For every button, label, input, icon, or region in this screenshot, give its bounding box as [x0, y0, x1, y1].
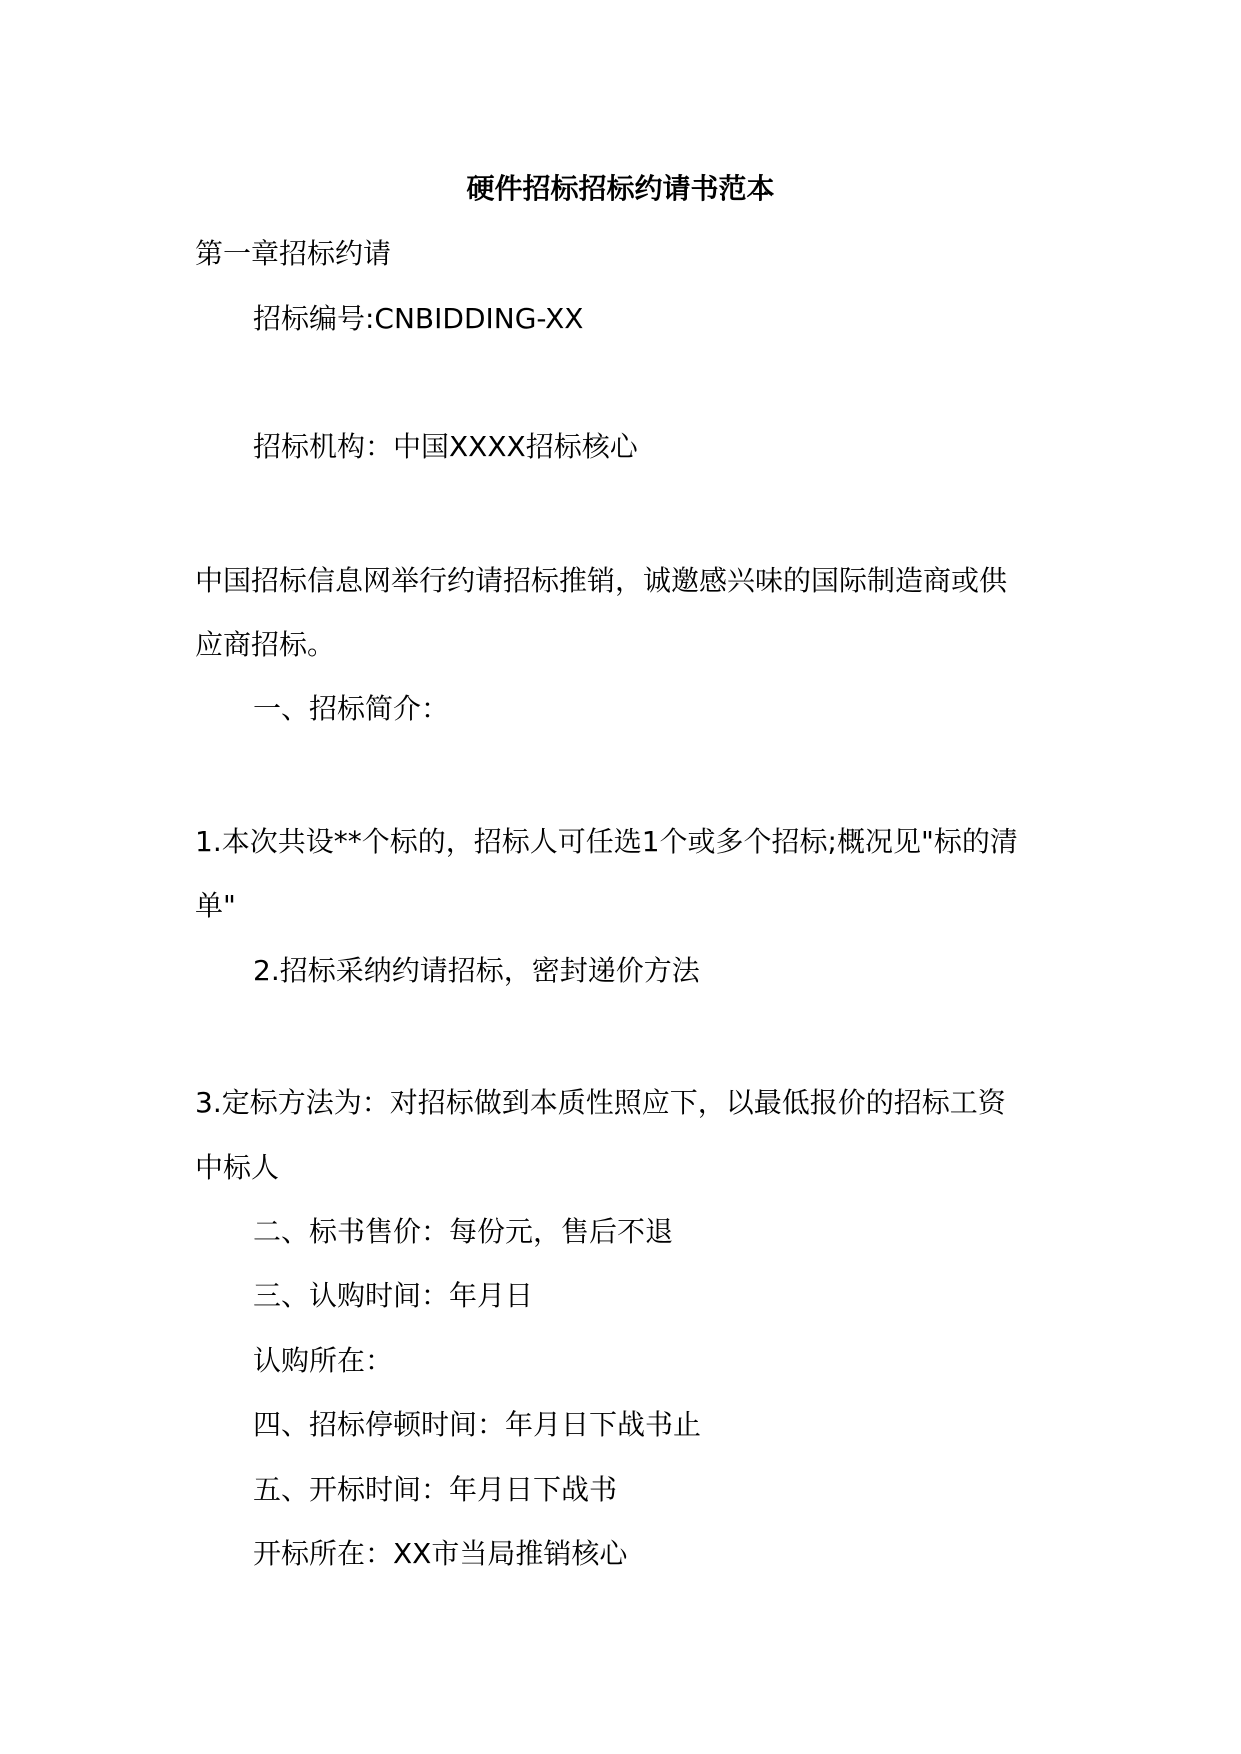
intro-paragraph-line-2: 应商招标。 — [195, 628, 336, 661]
item-3-line-1: 3.定标方法为：对招标做到本质性照应下，以最低报价的招标工资 — [195, 1086, 1006, 1119]
section-1-heading: 一、招标简介： — [253, 692, 450, 725]
bid-number: 招标编号:CNBIDDING-XX — [253, 302, 584, 335]
item-1-line-1: 1.本次共设**个标的，招标人可任选1个或多个招标;概况见"标的清 — [195, 825, 1018, 858]
purchase-location: 认购所在： — [253, 1344, 394, 1377]
opening-location: 开标所在：XX市当局推销核心 — [253, 1537, 628, 1570]
chapter-heading: 第一章招标约请 — [195, 237, 392, 270]
item-3-line-2: 中标人 — [195, 1151, 280, 1184]
bid-agency: 招标机构：中国XXXX招标核心 — [253, 430, 638, 463]
section-2: 二、标书售价：每份元，售后不退 — [253, 1215, 674, 1248]
intro-paragraph-line-1: 中国招标信息网举行约请招标推销，诚邀感兴味的国际制造商或供 — [195, 564, 1008, 597]
item-2: 2.招标采纳约请招标，密封递价方法 — [253, 954, 700, 987]
section-4: 四、招标停顿时间：年月日下战书止 — [253, 1408, 702, 1441]
section-3: 三、认购时间：年月日 — [253, 1279, 534, 1312]
section-5: 五、开标时间：年月日下战书 — [253, 1473, 618, 1506]
document-title: 硬件招标招标约请书范本 — [466, 172, 775, 205]
item-1-line-2: 单" — [195, 889, 236, 922]
